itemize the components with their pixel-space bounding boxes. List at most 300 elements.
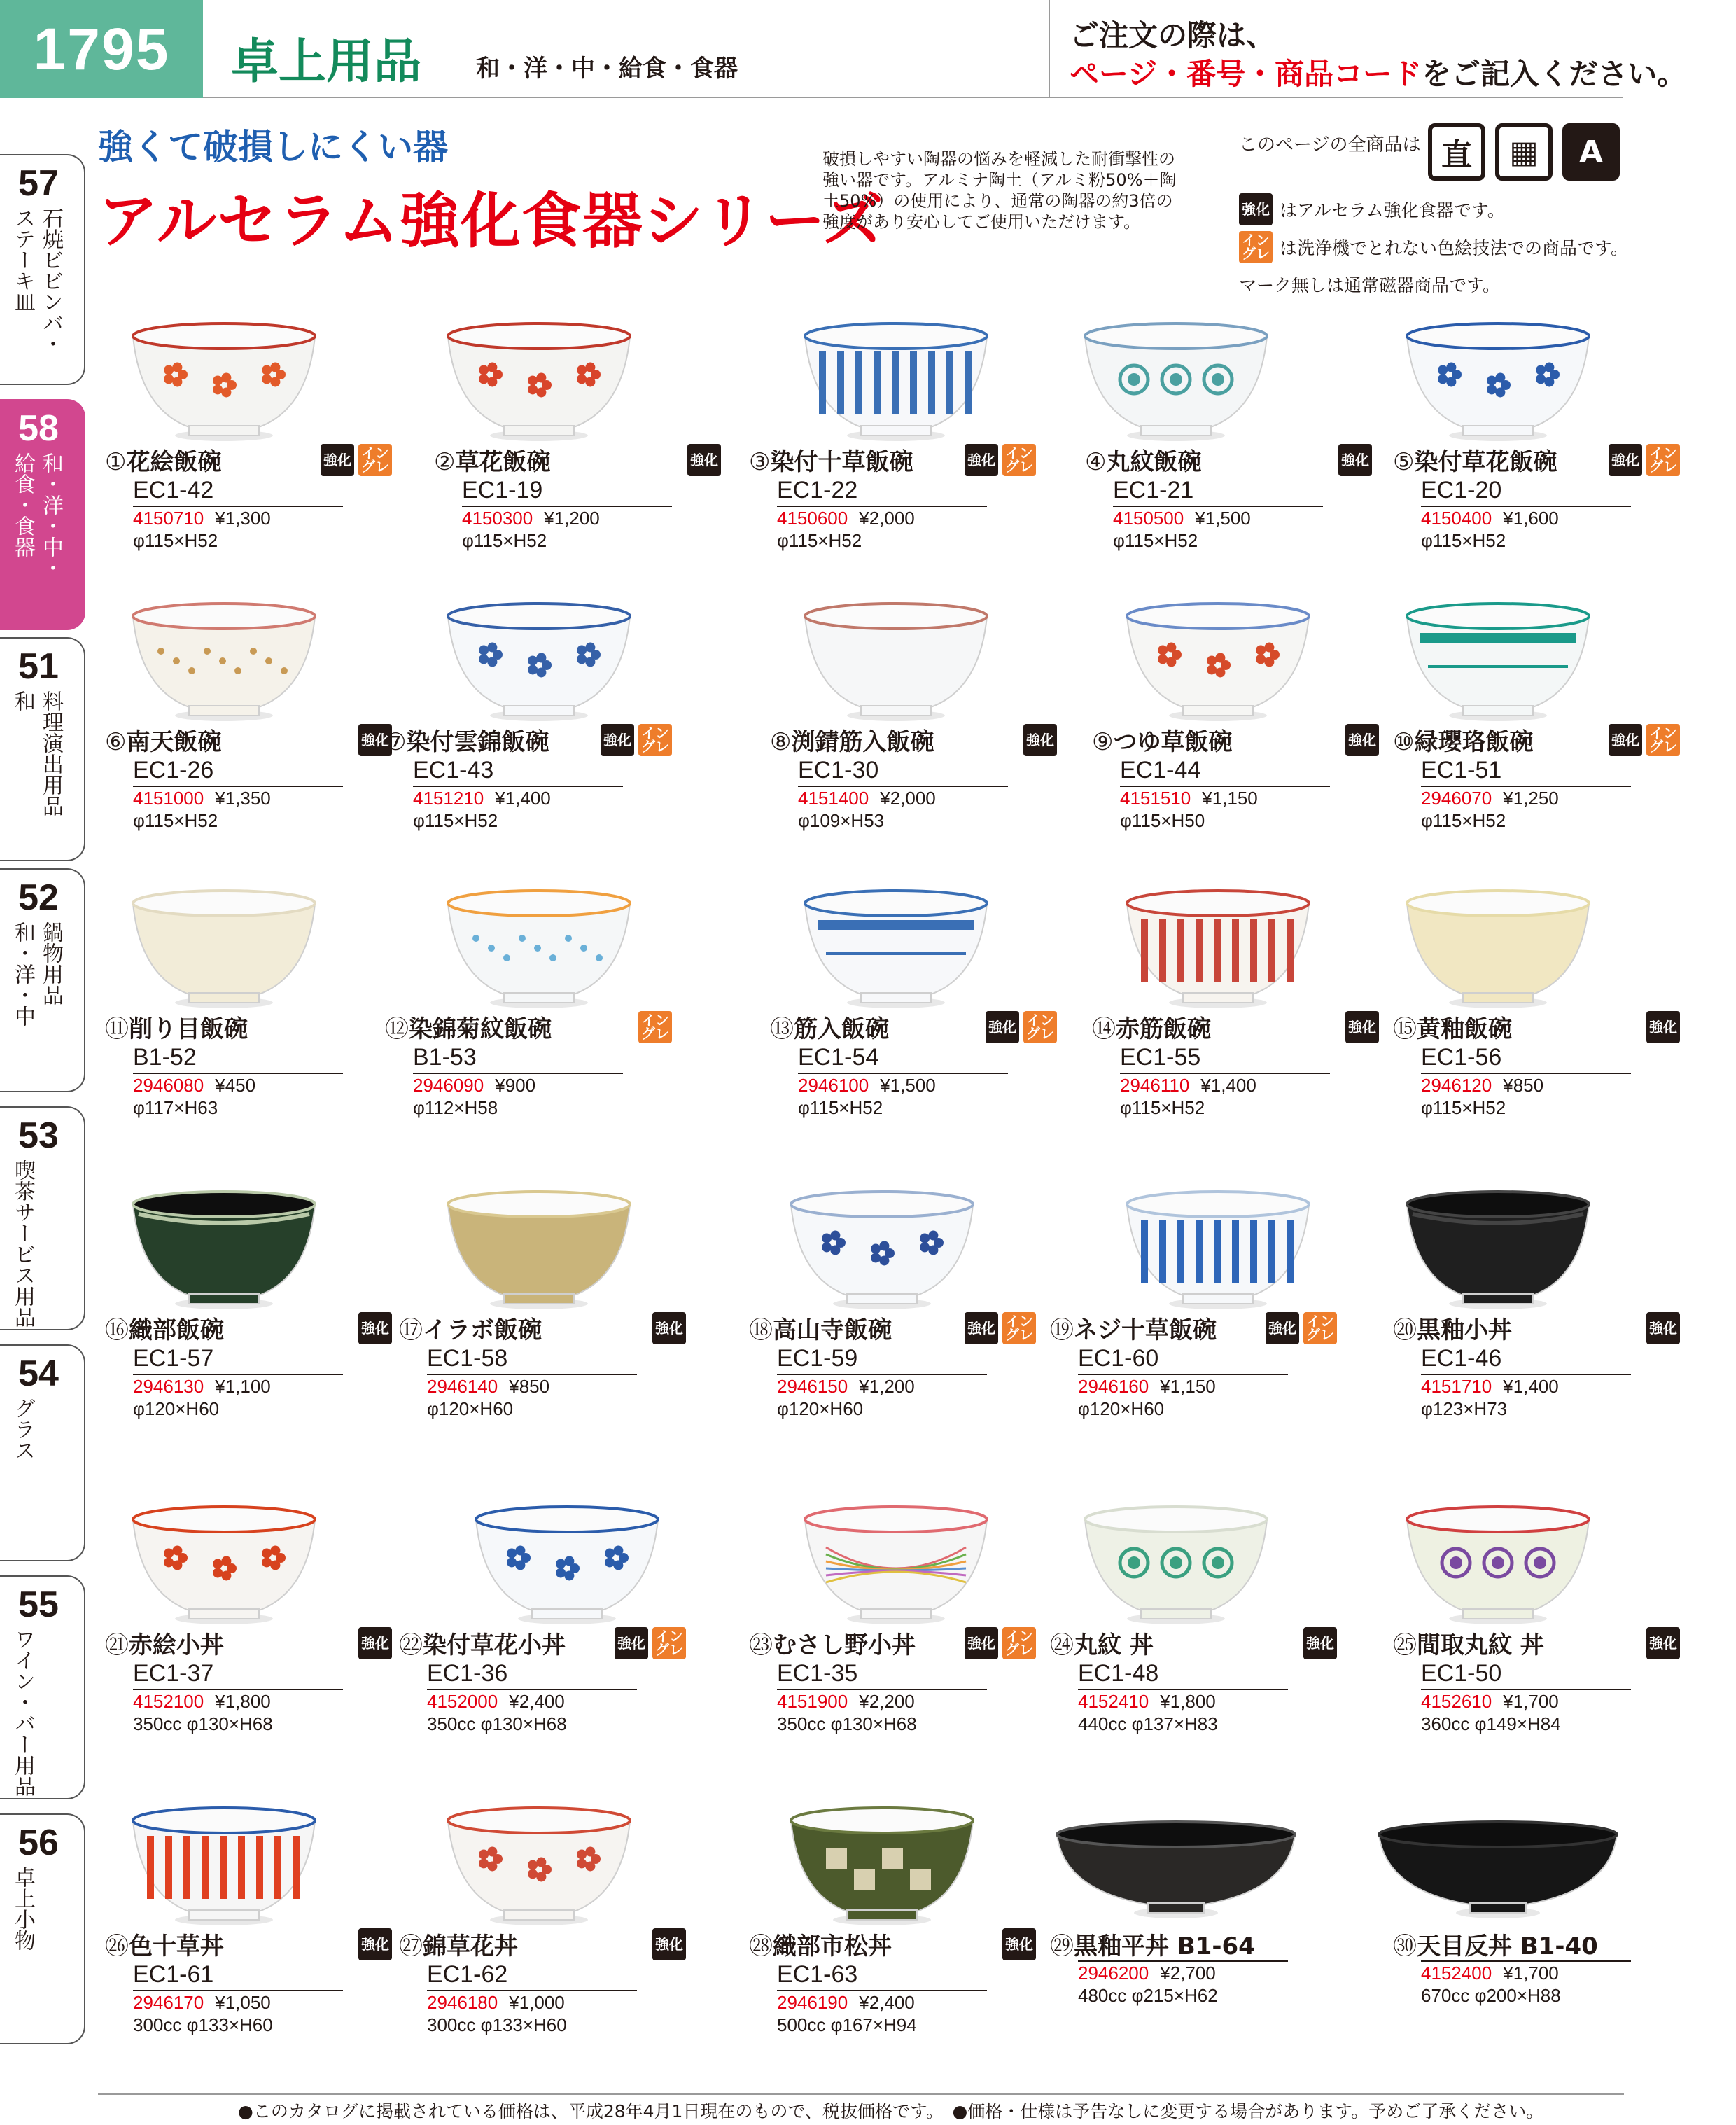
product-dimensions: 350cc φ130×H68	[427, 1713, 567, 1734]
product-price-row	[777, 1375, 1057, 1398]
product-info	[1085, 448, 1393, 552]
product-image	[1092, 1176, 1400, 1316]
product-number: ⑲	[1050, 1316, 1074, 1344]
product-price: ¥1,800	[215, 1691, 271, 1712]
bowl-rim	[805, 604, 987, 629]
product-dimensions: 350cc φ130×H68	[133, 1713, 273, 1734]
kyouka-badge: 強化	[1345, 1011, 1379, 1043]
product-name: 錦草花丼	[423, 1932, 518, 1960]
product-name: 高山寺飯碗	[773, 1316, 892, 1344]
product-image	[413, 1792, 721, 1932]
product-model: EC1-19	[462, 477, 543, 503]
bowl-foot	[189, 1294, 259, 1304]
product-price-row	[1421, 1074, 1701, 1096]
kyouka-badge: 強化	[1646, 1627, 1680, 1659]
product-badges	[1303, 1627, 1337, 1659]
product-card	[98, 1176, 406, 1463]
product-name: 染付雲錦飯碗	[406, 728, 550, 756]
product-info	[105, 1932, 413, 2036]
product-price-row	[427, 1991, 707, 2014]
product-name: 赤筋飯碗	[1116, 1015, 1211, 1043]
series-title: アルセラム強化食器シリーズ	[98, 186, 884, 256]
bowl-foot	[189, 426, 259, 436]
product-price-row	[1120, 787, 1400, 809]
product-code: 2946070	[1421, 788, 1492, 809]
bowl-foot	[504, 1294, 574, 1304]
product-name: 丸紋 丼	[1074, 1631, 1154, 1659]
product-price-row	[777, 507, 1057, 529]
section-tab-number: 58	[18, 408, 59, 449]
product-title	[105, 1015, 413, 1043]
product-price-row	[1113, 507, 1393, 529]
product-name: 花絵飯碗	[126, 448, 222, 476]
bowl-rim	[448, 323, 630, 349]
product-price-row	[462, 507, 742, 529]
product-model-row	[133, 1043, 343, 1074]
bowl-rim	[133, 1507, 315, 1532]
kyouka-badge: 強化	[358, 1928, 392, 1960]
product-model: EC1-55	[1120, 1044, 1201, 1071]
bowl-rim	[1407, 604, 1589, 629]
product-price: ¥1,700	[1503, 1963, 1559, 1984]
product-image	[770, 588, 1078, 728]
product-info	[749, 1932, 1057, 2036]
product-code: 4151710	[1421, 1376, 1492, 1397]
kyouka-badge: 強化	[358, 1312, 392, 1344]
product-dimensions: 360cc φ149×H84	[1421, 1713, 1561, 1734]
product-price-row	[777, 1690, 1057, 1713]
product-dimensions: φ117×H63	[133, 1097, 218, 1118]
product-dimensions: φ115×H52	[133, 530, 218, 551]
product-name: 南天飯碗	[126, 728, 222, 756]
product-image	[1372, 1176, 1680, 1316]
product-dimensions: φ120×H60	[1078, 1398, 1165, 1419]
product-name: 染付草花飯碗	[1414, 448, 1558, 476]
ingure-badge: イン グレ	[1646, 724, 1680, 756]
product-code: 4152400	[1421, 1963, 1492, 1984]
product-card	[728, 1792, 1036, 2079]
bowl-rim	[1127, 604, 1309, 629]
product-code: 4151510	[1120, 788, 1191, 809]
bowl-rim	[448, 891, 630, 916]
product-name: 天目反丼 B1-40	[1417, 1932, 1598, 1960]
page-subtitle: 和・洋・中・給食・食器	[476, 55, 738, 83]
section-tab-number: 57	[18, 163, 59, 204]
product-price-row	[1421, 1690, 1701, 1713]
product-dimensions: φ120×H60	[427, 1398, 514, 1419]
bowl-rim	[805, 1507, 987, 1532]
product-image	[1050, 308, 1358, 448]
product-model: EC1-22	[777, 477, 858, 503]
product-info	[1050, 1932, 1358, 2007]
product-code: 2946200	[1078, 1963, 1149, 1984]
product-badges	[965, 1627, 1036, 1659]
product-image	[98, 308, 406, 448]
product-card	[98, 588, 406, 875]
product-number: ④	[1085, 448, 1107, 476]
bowl-pattern	[819, 351, 972, 414]
bowl-rim	[133, 891, 315, 916]
product-model: EC1-61	[133, 1961, 214, 1988]
bowl-rim	[133, 1192, 315, 1217]
product-badges	[965, 1312, 1036, 1344]
section-tab-label: ワイン・バー用品	[10, 1629, 35, 1797]
product-number: ⑩	[1393, 728, 1415, 756]
product-badges	[687, 444, 721, 476]
product-info	[1092, 728, 1400, 832]
product-badges	[1266, 1312, 1337, 1344]
product-price-row	[413, 1074, 693, 1096]
product-info	[385, 725, 693, 832]
delivery-truck-icon: A	[1562, 123, 1620, 181]
product-price: ¥1,100	[215, 1376, 271, 1397]
bowl-foot	[861, 426, 931, 436]
product-image	[1372, 1491, 1680, 1631]
product-number: ㉙	[1050, 1932, 1074, 1960]
product-price-row	[427, 1690, 707, 1713]
bowl-rim	[791, 1192, 973, 1217]
bowl-rim	[448, 1808, 630, 1833]
product-info	[105, 728, 413, 832]
kyouka-badge: 強化	[358, 1627, 392, 1659]
product-price: ¥1,050	[215, 1992, 271, 2013]
product-card	[1050, 875, 1376, 1162]
bowl-foot	[1463, 993, 1533, 1003]
kyouka-badge: 強化	[965, 444, 998, 476]
product-image	[1050, 1806, 1358, 1946]
bowl-foot	[1183, 993, 1253, 1003]
product-number: ②	[434, 448, 456, 476]
product-name: むさし野小丼	[773, 1631, 916, 1659]
product-price-row	[133, 787, 413, 809]
product-info	[1050, 1631, 1358, 1735]
product-info	[1092, 1015, 1400, 1119]
product-image	[1092, 875, 1400, 1015]
product-code: 4150600	[777, 508, 848, 529]
product-card	[728, 588, 1054, 875]
product-model: EC1-35	[777, 1660, 858, 1687]
product-image	[413, 588, 721, 728]
product-badges	[986, 1011, 1057, 1043]
bowl-pattern	[1141, 1220, 1294, 1283]
product-price-row	[798, 1074, 1078, 1096]
product-number: ⑫	[385, 1015, 409, 1043]
product-badges	[638, 1011, 672, 1043]
product-info	[749, 1628, 1057, 1735]
product-name: 染錦菊紋飯碗	[409, 1015, 552, 1043]
product-name: 間取丸紋 丼	[1417, 1631, 1544, 1659]
product-image	[1050, 1491, 1358, 1631]
product-badges	[358, 1627, 392, 1659]
ingure-badge: イン グレ	[1239, 231, 1273, 263]
product-image	[770, 875, 1078, 1015]
product-dimensions: φ115×H52	[413, 810, 498, 831]
product-dimensions: φ115×H52	[798, 1097, 883, 1118]
product-model: EC1-50	[1421, 1660, 1502, 1687]
product-code: 4151000	[133, 788, 204, 809]
product-image	[413, 1176, 721, 1316]
product-title	[1050, 1932, 1358, 1960]
bowl-rim	[1085, 1507, 1267, 1532]
product-name: 織部市松丼	[773, 1932, 892, 1960]
product-name: つゆ草飯碗	[1113, 728, 1233, 756]
product-card	[1050, 308, 1369, 595]
product-price: ¥1,350	[215, 788, 271, 809]
product-model: EC1-51	[1421, 757, 1502, 783]
section-tab-label: 鍋物用品 和・洋・中	[10, 921, 63, 1026]
product-card	[385, 588, 721, 875]
legend-ingure-text: は洗浄機でとれない色絵技法での商品です。	[1280, 238, 1629, 258]
product-dimensions: φ115×H52	[1421, 810, 1506, 831]
product-code: 2946090	[413, 1075, 484, 1096]
product-badges	[652, 1312, 686, 1344]
product-dimensions: 300cc φ133×H60	[133, 2014, 273, 2035]
product-model: EC1-44	[1120, 757, 1201, 783]
product-price-row	[1078, 1690, 1358, 1713]
bowl-pattern	[1141, 919, 1294, 982]
product-price-row	[133, 1074, 413, 1096]
product-model: EC1-37	[133, 1660, 214, 1687]
ingure-badge: イン グレ	[638, 1011, 672, 1043]
product-model: EC1-21	[1113, 477, 1194, 503]
ingure-badge: イン グレ	[1023, 1011, 1057, 1043]
product-image	[1092, 588, 1400, 728]
product-number: ⑬	[770, 1015, 794, 1043]
product-model: EC1-62	[427, 1961, 508, 1988]
product-code: 2946120	[1421, 1075, 1492, 1096]
product-number: ⑮	[1393, 1015, 1417, 1043]
product-card	[399, 1491, 721, 1778]
series-description: 破損しやすい陶器の悩みを軽減した耐衝撃性の強い器です。アルミナ陶土（アルミ粉50%＋陶土50%）の使用により、通常の陶器の約3倍の強度があり安心してご使用いただけます。	[822, 149, 1177, 232]
product-number: ㉒	[399, 1631, 423, 1659]
product-price: ¥850	[1503, 1075, 1544, 1096]
product-info	[1393, 445, 1701, 552]
product-number: ⑦	[385, 728, 407, 756]
section-tab-label: 喫茶サービス用品	[10, 1159, 35, 1328]
product-card	[728, 1176, 1036, 1463]
product-model-row	[1078, 1960, 1288, 1962]
product-price-row	[1421, 1375, 1701, 1398]
product-dimensions: φ120×H60	[133, 1398, 220, 1419]
bowl-rim	[805, 891, 987, 916]
product-price: ¥2,700	[1160, 1963, 1216, 1984]
product-model: EC1-54	[798, 1044, 879, 1071]
kyouka-badge: 強化	[1338, 444, 1372, 476]
product-card	[98, 1491, 406, 1778]
bowl-foot	[504, 993, 574, 1003]
kyouka-badge: 強化	[1266, 1312, 1299, 1344]
product-model: EC1-26	[133, 757, 214, 783]
product-price-row	[1421, 787, 1701, 809]
product-price-row	[133, 507, 413, 529]
section-tab-number: 55	[18, 1584, 59, 1625]
product-name: 黒釉小丼	[1417, 1316, 1512, 1344]
product-price: ¥1,600	[1503, 508, 1559, 529]
footer-note: ●このカタログに掲載されている価格は、平成28年4月1日現在のもので、税抜価格です。 ●価格・仕様は予告なしに変更する場合があります。予めご了承ください。	[238, 2101, 1544, 2121]
product-card	[1050, 1491, 1358, 1778]
bowl-foot	[504, 1910, 574, 1920]
bowl-foot	[861, 993, 931, 1003]
product-info	[1393, 1015, 1701, 1119]
direct-ship-icon: 直	[1428, 123, 1485, 181]
section-tab-label: 卓上小物	[10, 1867, 35, 1951]
order-notice-line1: ご注文の際は、	[1070, 18, 1276, 53]
kyouka-badge: 強化	[1303, 1627, 1337, 1659]
bowl-foot	[861, 1609, 931, 1619]
product-price-row	[133, 1991, 413, 2014]
page-number: 1795	[0, 0, 203, 98]
product-price: ¥2,000	[859, 508, 915, 529]
product-model: EC1-20	[1421, 477, 1502, 503]
bowl-foot	[189, 1609, 259, 1619]
section-tab-label: 和・洋・中・ 給食・食器	[10, 452, 63, 578]
product-number: ⑪	[105, 1015, 129, 1043]
product-model: EC1-59	[777, 1345, 858, 1372]
product-price: ¥1,400	[495, 788, 551, 809]
product-price: ¥1,500	[1195, 508, 1251, 529]
product-code: 4152100	[133, 1691, 204, 1712]
kyouka-badge: 強化	[965, 1627, 998, 1659]
section-tab-number: 53	[18, 1115, 59, 1156]
product-number: ⑰	[399, 1316, 423, 1344]
bowl-rim	[476, 1507, 658, 1532]
product-number: ⑯	[105, 1316, 129, 1344]
product-card	[98, 875, 406, 1162]
bowl-foot	[847, 1294, 917, 1304]
product-price: ¥1,800	[1160, 1691, 1216, 1712]
bowl-foot	[504, 426, 574, 436]
product-dimensions: φ115×H52	[462, 530, 547, 551]
footer-divider	[98, 2093, 1624, 2095]
product-info	[399, 1316, 707, 1420]
product-badges	[358, 1928, 392, 1960]
product-image	[441, 1491, 749, 1631]
product-code: 4151210	[413, 788, 484, 809]
product-card	[1372, 875, 1680, 1162]
product-badges	[1338, 444, 1372, 476]
product-price-row	[133, 1375, 413, 1398]
product-info	[105, 1015, 413, 1119]
product-number: ⑳	[1393, 1316, 1417, 1344]
product-info	[434, 448, 742, 552]
product-price-row	[1421, 1962, 1701, 1984]
product-info	[105, 1316, 413, 1420]
product-info	[399, 1628, 707, 1735]
bowl-rim	[1085, 323, 1267, 349]
product-dimensions: φ120×H60	[777, 1398, 864, 1419]
product-image	[756, 1176, 1064, 1316]
product-model: EC1-43	[413, 757, 494, 783]
product-dimensions: φ115×H52	[133, 810, 218, 831]
product-card	[1372, 308, 1680, 595]
kyouka-badge: 強化	[1239, 193, 1273, 225]
bowl-rim	[1407, 323, 1589, 349]
product-price: ¥1,400	[1503, 1376, 1559, 1397]
product-number: ㉓	[749, 1631, 773, 1659]
product-price-row	[413, 787, 693, 809]
product-name: 緑瓔珞飯碗	[1414, 728, 1534, 756]
product-badges	[615, 1627, 686, 1659]
product-name: 黒釉平丼 B1-64	[1074, 1932, 1255, 1960]
product-model: EC1-30	[798, 757, 879, 783]
bowl-foot	[1463, 706, 1533, 716]
product-card	[399, 1792, 721, 2079]
product-info	[105, 1631, 413, 1735]
product-price-row	[1120, 1074, 1400, 1096]
product-card	[385, 875, 721, 1162]
product-code: 2946160	[1078, 1376, 1149, 1397]
product-info	[749, 445, 1057, 552]
bowl-foot	[1141, 1609, 1211, 1619]
product-model: EC1-58	[427, 1345, 508, 1372]
product-price: ¥1,200	[544, 508, 600, 529]
product-card	[1372, 588, 1680, 875]
product-badges	[1646, 1627, 1680, 1659]
product-price: ¥2,400	[859, 1992, 915, 2013]
bowl-rim	[133, 323, 315, 349]
product-image	[413, 875, 721, 1015]
product-badges	[1609, 724, 1680, 756]
product-dimensions: φ115×H52	[777, 530, 862, 551]
product-name: 黄釉飯碗	[1417, 1015, 1512, 1043]
kyouka-badge: 強化	[986, 1011, 1019, 1043]
kyouka-badge: 強化	[1345, 724, 1379, 756]
product-name: 赤絵小丼	[129, 1631, 224, 1659]
product-model: EC1-60	[1078, 1345, 1159, 1372]
product-badges	[321, 444, 392, 476]
product-code: 2946110	[1120, 1075, 1190, 1096]
kyouka-badge: 強化	[965, 1312, 998, 1344]
bowl-foot	[189, 706, 259, 716]
product-price-row	[427, 1375, 707, 1398]
bowl-foot	[1470, 1903, 1526, 1913]
kyouka-badge: 強化	[1002, 1928, 1036, 1960]
product-price: ¥1,250	[1503, 788, 1559, 809]
product-image	[98, 875, 406, 1015]
product-model: B1-52	[133, 1044, 197, 1071]
order-sheet-icon: ▦	[1495, 123, 1553, 181]
product-info	[749, 1313, 1057, 1420]
product-card	[1372, 1176, 1680, 1463]
product-number: ⑥	[105, 728, 127, 756]
bowl-foot	[189, 1910, 259, 1920]
section-tab-number: 52	[18, 877, 59, 918]
product-code: 4152410	[1078, 1691, 1149, 1712]
kyouka-badge: 強化	[652, 1928, 686, 1960]
product-number: ③	[749, 448, 771, 476]
kyouka-badge: 強化	[687, 444, 721, 476]
bowl-rim	[1407, 891, 1589, 916]
product-info	[770, 728, 1078, 832]
bowl-rim	[448, 1192, 630, 1217]
product-price: ¥1,700	[1503, 1691, 1559, 1712]
bowl-foot	[532, 1609, 602, 1619]
product-model: EC1-63	[777, 1961, 858, 1988]
bowl-rim	[1407, 1507, 1589, 1532]
kyouka-badge: 強化	[601, 724, 634, 756]
ingure-badge: イン グレ	[1646, 444, 1680, 476]
product-title	[1393, 1932, 1701, 1960]
product-info	[385, 1012, 693, 1119]
product-name: 筋入飯碗	[794, 1015, 889, 1043]
product-dimensions: 670cc φ200×H88	[1421, 1985, 1561, 2006]
bowl-rim	[448, 604, 630, 629]
product-code: 2946140	[427, 1376, 498, 1397]
product-card	[728, 875, 1054, 1162]
bowl-rim	[1379, 1822, 1617, 1847]
bowl-foot	[861, 706, 931, 716]
bowl-foot	[847, 1910, 917, 1920]
